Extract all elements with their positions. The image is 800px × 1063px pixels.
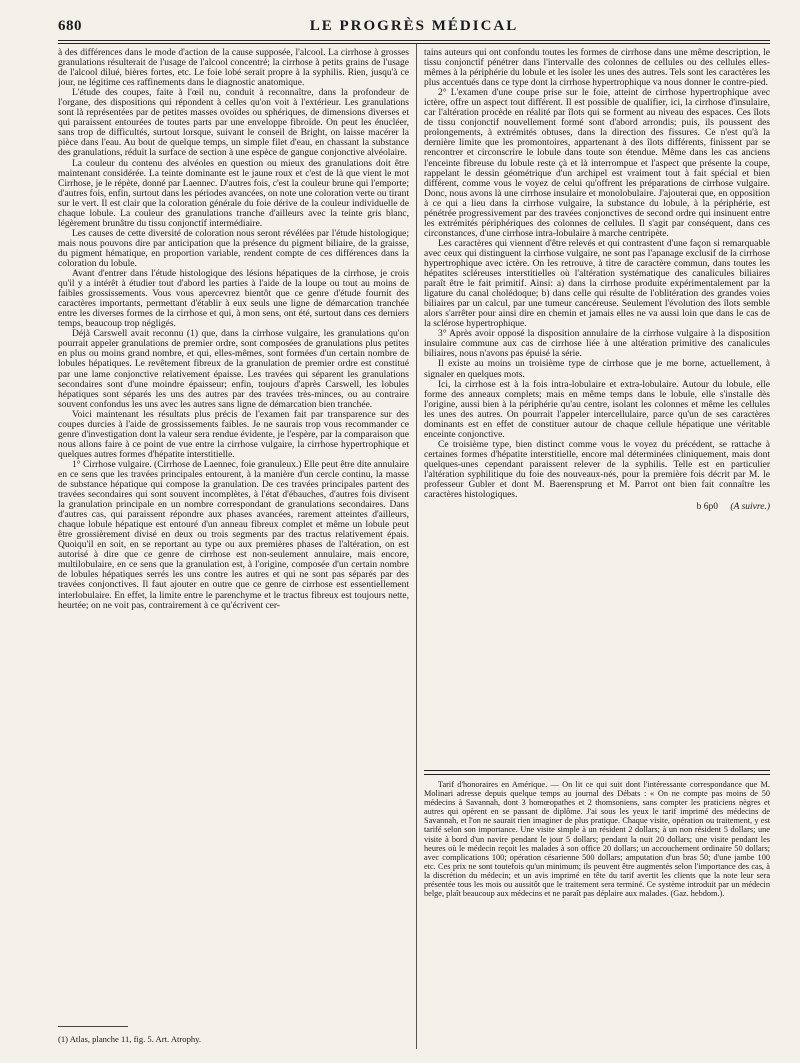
right-paragraph: Ici, la cirrhose est à la fois intra-lobulaire et extra-lobulaire. Autour du lobule, elle forme des anneaux complets; mais en même temps dans le lobule, elle s'installe dès l'origine, aussi bien à la périphérie qu'au centre, isolant les colonnes et même les cellules les unes des autres. On pourrait l'appeler intercellulaire, parce qu'un de ses caractères dominants est en effet de constituer autour de chaque cellule hépatique une véritable enceinte conjonctive. [424, 379, 770, 440]
to-be-continued: (A suivre.) [730, 502, 770, 513]
section-separator [424, 770, 770, 775]
header-rule-thin [58, 43, 770, 44]
left-column [58, 48, 409, 1023]
left-paragraph: Voici maintenant les résultats plus précis de l'examen fait par transparence sur des coupes durcies à l'aide de grossissements faibles. Je ne saurais trop vous recommander ce genre d'investigation dont la valeur sera rendue évidente, je l'espère, par la comparaison que nous allons faire à ce point de vue entre la cirrhose vulgaire, la cirrhose hypertrophique et quelques autres formes d'hépatite interstitielle. [58, 409, 409, 460]
handwritten-note: b 6p0 [696, 502, 719, 513]
right-paragraph: tains auteurs qui ont confondu toutes les formes de cirrhose dans une même description, le tissu conjonctif pénétrer dans l'intervalle des colonnes de cellules ou des cellules elles-mêmes à la périphérie du lobule et les isoler les unes des autres. Tels sont les caractères les plus accentués dans ce type dont la cirrhose hypertrophique va nous donner le contre-pied. [424, 48, 770, 89]
right-paragraph: Les caractères qui viennent d'être relevés et qui contrastent d'une façon si remarquable avec ceux qui distinguent la cirrhose vulgaire, ne sont pas l'apanage exclusif de la cirrhose hypertrophique avec ictère. On les retrouve, à titre de caractère commun, dans toutes les hépatites scléreuses interstitielles où l'altération systématique des canalicules biliaires paraît être le fait primitif. Ainsi: a) dans la cirrhose produite expérimentalement par la ligature du canal cholédoque; b) dans celle qui résulte de l'oblitération des grandes voies biliaires par un calcul, par une tumeur cancéreuse. Seulement l'évolution des îlots semble alors s'arrêter pour ainsi dire en chemin et jamais elles ne va aussi loin que dans le cas de la sclérose hypertrophique. [424, 238, 770, 330]
right-paragraph: Il existe au moins un troisième type de cirrhose que je me borne, actuellement, à signaler en quelques mots. [424, 359, 770, 380]
page-number: 680 [58, 18, 82, 34]
article-signature [424, 502, 770, 512]
left-paragraph: Déjà Carswell avait reconnu (1) que, dans la cirrhose vulgaire, les granulations qu'on pourrait appeler granulations de premier ordre, sont composées de granulations plus petites en plus ou moins grand nombre, et qui, elles-mêmes, sont formées d'un certain nombre de lobules hépatiques. Le revêtement fibreux de la granulation de premier ordre est constitué par une lame conjonctive relativement épaisse. Les travées qui séparent les granulations secondaires sont d'une moindre épaisseur; enfin, toujours d'après Carswell, les lobules hépatiques sont séparés les uns des autres par des travées très-minces, ou au contraire souvent confondus les uns avec les autres sans ligne de démarcation bien tranchée. [58, 329, 409, 410]
right-column [424, 48, 770, 766]
right-paragraph: 2° L'examen d'une coupe prise sur le foie, atteint de cirrhose hypertrophique avec ictère, offre un aspect tout différent. Il est possible de qualifier, ici, la cirrhose d'insulaire, car l'altération procède en réalité par îlots qui se forment au niveau des espaces. Ces îlots de tissu conjonctif nouvellement formé sont d'abord arrondis; puis, ils poussent des prolongements, à extrémités obtuses, dans la direction des fissures. Ce n'est qu'à la dernière limite que les promontoires, appartenant à des îlots différents, finissent par se rencontrer et circonscrire le lobule dans toute son étendue. Même dans les cas anciens l'enceinte fibreuse du lobule reste çà et là interrompue et l'aspect que présente la coupe, rappelant le dessin géométrique d'un archipel est vraiment tout à fait spécial et bien différent, comme vous le voyez de celui qu'offrent les préparations de cirrhose vulgaire. Donc, nous avons là une cirrhose insulaire et monolobulaire. J'ajouterai que, en opposition à ce qui a lieu dans la cirrhose vulgaire, la substance du lobule, à la périphérie, est pénétrée progressivement par des travées conjonctives de second ordre qui insinuent entre les extrémités périphériques des colonnes de cellules. Il s'agit par conséquent, dans ces circonstances, d'une cirrhose intra-lobulaire à marche centripète. [424, 88, 770, 239]
column-divider [416, 44, 417, 1049]
notice-block [424, 780, 770, 1050]
left-paragraph: à des différences dans le mode d'action de la cause supposée, l'alcool. La cirrhose à grosses granulations résulterait de l'usage de l'alcool concentré; la cirrhose à petits grains de l'usage de l'alcool dilué, bières fortes, etc. Le foie lobé serait propre à la syphilis. Rien, jusqu'à ce jour, ne légitime ces raffinements dans le diagnostic anatomique. [58, 48, 409, 89]
left-paragraph: Avant d'entrer dans l'étude histologique des lésions hépatiques de la cirrhose, je crois qu'il y a intérêt à étudier tout d'abord les parties à l'aide de la loupe ou tout au moins de faibles grossissements. Vous vous apercevrez bientôt que ce genre d'étude fournit des caractères importants, permettant d'établir à eux seuls une ligne de démarcation tranchée entre les diverses formes de la cirrhose et qui, à mon sens, ont été, surtout dans ces derniers temps, beaucoup trop négligés. [58, 269, 409, 330]
left-paragraph: 1° Cirrhose vulgaire. (Cirrhose de Laennec, foie granuleux.) Elle peut être dite annulaire en ce sens que les travées principales entourent, à la manière d'un cercle continu, la masse de substance hépatique qui compose la granulation. De ces travées principales partent des travées secondaires qui sont souvent incomplètes, à l'état d'ébauches, d'autres fois divisent la granulation principale en un nombre correspondant de granulations secondaires. Dans d'autres cas, qui paraissent répondre aux phases avancées, rarement atteintes d'ailleurs, chaque lobule hépatique est entouré d'un anneau fibreux complet et même un lobule peut être grossièrement divisé en deux ou trois segments par des tractus relativement épais. Quoiqu'il en soit, en se reportant au type ou aux premières phases de l'altération, on est autorisé à dire que ce genre de cirrhose est non-seulement annulaire, mais encore, multilobulaire, en ce sens que la granulation est, à l'origine, composée d'un certain nombre de lobules hépatiques serrés les uns contre les autres et qui ne sont pas séparés par des travées conjonctives. Il faut ajouter en outre que ce genre de cirrhose est essentiellement interlobulaire. En effet, la limite entre le parenchyme et le tractus fibreux est toujours nette, heurtée; on ne voit pas, contrairement à ce qu'écrivent cer- [58, 459, 409, 611]
page-header [58, 14, 770, 38]
footnote-rule [58, 1026, 128, 1027]
notice-paragraph: Tarif d'honoraires en Amérique. — On lit ce qui suit dont l'intéressante correspondance que M. Molinari adresse depuis quelque temps au journal des Débats : « On ne compte pas moins de 50 médecins à Savannah, dont 3 homœopathes et 2 thomsoniens, sans compter les praticiens nègres et autres qui opèrent en se passant de diplôme. J'ai sous les yeux le tarif imprimé des médecins de Savannah, et l'on ne saurait rien imaginer de plus pratique. Chaque visite, opération ou traitement, y est tarifé selon son importance. Une visite simple à un résident 2 dollars; à un non résident 5 dollars; une visite à bord d'un navire pendant le jour 5 dollars; pendant la nuit 20 dollars; une visite pendant les heures où le médecin reçoit les malades à son office 20 dollars; un accouchement ordinaire 50 dollars; avec complications 100; opération césarienne 500 dollars; amputation d'un bras 50; d'une jambe 100 etc. Ces prix ne sont toutefois qu'un minimum; ils peuvent être augmentés selon l'importance des cas, à la discrétion du médecin; et un avis imprimé en tête du tarif avertit les clients que la note leur sera présentée tous les mois ou aussitôt que le traitement sera terminé. Ce système introduit par un médecin belge, plaît beaucoup aux médecins et ne paraît pas déplaire aux malades. (Gaz. hebdom.). [424, 780, 770, 899]
running-title: LE PROGRÈS MÉDICAL [309, 18, 519, 34]
left-paragraph: Les causes de cette diversité de coloration nous seront révélées par l'étude histologique; mais nous pouvons dire par anticipation que la présence du pigment biliaire, de la graisse, du pigment hématique, en proportion variable, rendent compte de ces différences dans la coloration du lobule. [58, 228, 409, 269]
right-paragraph: Ce troisième type, bien distinct comme vous le voyez du précédent, se rattache à certaines formes d'hépatite interstitielle, encore mal déterminées cliniquement, mais dont quelques-unes cependant paraissent relever de la syphilis. Telle est en particulier l'altération syphilitique du foie des nouveaux-nés, pour la première fois décrit par M. le professeur Gubler et dont M. Baerensprung et M. Parrot ont bien fait connaître les caractères histologiques. [424, 439, 770, 501]
header-rule [58, 40, 770, 41]
left-paragraph: L'étude des coupes, faite à l'œil nu, conduit à reconnaître, dans la profondeur de l'organe, des dispositions qui répondent à celles qu'on voit à l'extérieur. Les granulations sont là représentées par de petites masses ovoïdes ou sphériques, de dimensions diverses et qui paraissent entourées de toutes parts par une enveloppe fibroïde. On peut les énucléer, sans trop de difficultés, surtout lorsque, suivant le conseil de Bright, on laisse macérer la pièce dans l'eau. Au bout de quelque temps, un simple filet d'eau, en chassant la substance des granulations, réduit la surface de section à une espèce de gangue conjonctive alvéolaire. [58, 88, 409, 159]
right-paragraph: 3° Après avoir opposé la disposition annulaire de la cirrhose vulgaire à la disposition insulaire commune aux cas de cirrhose liée à une altération primitive des canalicules biliaires, nous n'avons pas épuisé la série. [424, 329, 770, 360]
left-paragraph: La couleur du contenu des alvéoles en question ou mieux des granulations doit être maintenant considérée. La teinte dominante est le jaune roux et c'est de là que vient le mot Cirrhose, je le répète, donné par Laennec. D'autres fois, c'est la couleur brune qui l'emporte; d'autres fois, enfin, surtout dans les périodes avancées, on note une coloration verte ou tirant sur le vert. Il est clair que la coloration générale du foie dérive de la couleur individuelle de chaque lobule. La couleur des granulations tranche d'ailleurs avec la teinte gris blanc, légèrement brunâtre du tissu conjonctif intermédiaire. [58, 158, 409, 229]
footnote: (1) Atlas, planche 11, fig. 5. Art. Atrophy. [58, 1034, 202, 1044]
